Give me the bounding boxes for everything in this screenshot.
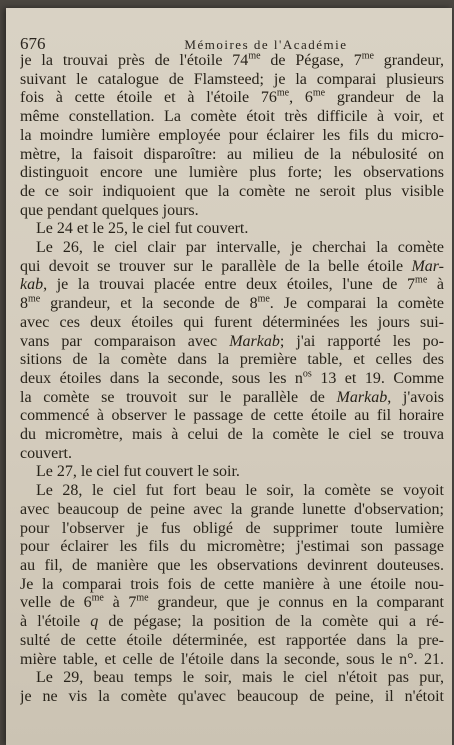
- text-line: je ne vis la comète qu'avec beaucoup de peine, il n'étoit: [20, 687, 444, 705]
- text-line: du micromètre, mais à celui de la comète le ciel se trouva: [20, 426, 444, 444]
- page-number: 676: [20, 34, 46, 53]
- text-line: Le 28, le ciel fut fort beau le soir, la comète se voyoit: [36, 482, 444, 500]
- text-line: deux étoiles dans la seconde, sous les $n^{os}$ 13 et 19. Comme: [20, 369, 444, 387]
- text-line: qui devoit se trouver sur le parallèle de la belle étoile Mar-: [20, 257, 444, 275]
- running-title: Mémoires de l'Académie: [184, 37, 348, 52]
- text-line: avec ces deux étoiles qui furent déterminées les jours sui-: [20, 313, 444, 331]
- text-line: de ce soir indiquoient que la comète ne seroit plus visible: [20, 182, 444, 200]
- text-line: velle de $6^{me}$ à $7^{me}$ grandeur, que je connus en la comparant: [20, 594, 444, 612]
- text-line: Le 27, le ciel fut couvert le soir.: [36, 463, 240, 481]
- text-line: couvert.: [20, 444, 72, 462]
- text-line: la comète se trouvoit sur le parallèle de Markab, j'avois: [20, 388, 444, 406]
- text-line: mière table, et celle de l'étoile dans la seconde, sous le n°. 21.: [20, 650, 444, 668]
- text-line: pour l'observer je fus obligé de supprimer toute lumière: [20, 519, 444, 537]
- text-line: au fil, de manière que les observations devinrent douteuses.: [20, 556, 444, 574]
- text-line: distinguoit encore une lumière plus forte; les observations: [20, 164, 444, 182]
- text-line: même constellation. La comète étoit très difficile à voir, et: [20, 108, 444, 126]
- text-line: commencé à observer le passage de cette étoile au fil horaire: [20, 407, 444, 425]
- text-line: la moindre lumière employée pour éclairer les fils du micro-: [20, 126, 444, 144]
- text-line: sitions de la comète dans la première table, et celles des: [20, 351, 444, 369]
- text-line: Le 29, beau temps le soir, mais le ciel n'étoit pas pur,: [36, 669, 444, 687]
- book-page: [6, 8, 452, 745]
- text-line: je la trouvai près de l'étoile $74^{me}$ de Pégase, $7^{me}$ grandeur,: [20, 52, 444, 69]
- body-text: [20, 52, 444, 707]
- text-line: Le 26, le ciel clair par intervalle, je cherchai la comète: [36, 239, 444, 257]
- text-line: que pendant quelques jours.: [20, 201, 199, 219]
- text-line: pour éclairer les fils du micromètre; j'estimai son passage: [20, 538, 444, 556]
- text-line: avec beaucoup de peine avec la grande lunette d'observation;: [20, 500, 444, 518]
- text-line: fois à cette étoile et à l'étoile $76^{me}$, $6^{me}$ grandeur de la: [20, 89, 444, 107]
- text-line: kab, je la trouvai placée entre deux étoiles, l'une de $7^{me}$ à: [20, 276, 444, 294]
- text-line: Je la comparai trois fois de cette manière à une étoile nou-: [20, 575, 444, 593]
- text-line: sulté de cette étoile déterminée, est rapportée dans la pre-: [20, 631, 444, 649]
- page-header: [20, 34, 442, 54]
- text-line: $8^{me}$ grandeur, et la seconde de $8^{me}$. Je comparai la comète: [20, 295, 444, 313]
- text-line: mètre, la faisoit disparoître: au milieu de la nébulosité on: [20, 145, 444, 163]
- text-line: suivant le catalogue de Flamsteed; je la comparai plusieurs: [20, 70, 444, 88]
- text-line: Le 24 et le 25, le ciel fut couvert.: [36, 220, 249, 238]
- text-line: à l'étoile q de pégase; la position de la comète qui a ré-: [20, 613, 444, 631]
- text-line: vans par comparaison avec Markab; j'ai rapporté les po-: [20, 332, 444, 350]
